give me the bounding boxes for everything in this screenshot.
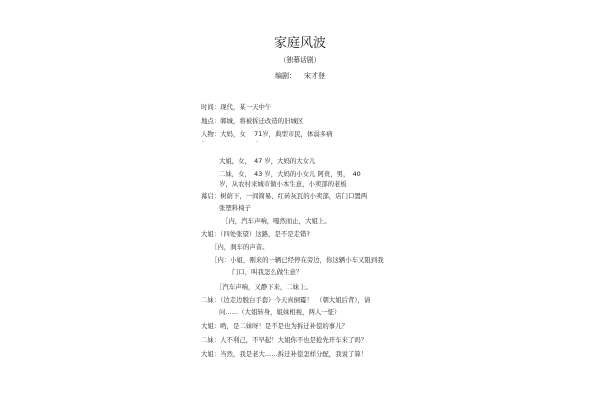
- page-title: 家庭风波: [273, 36, 326, 51]
- dialogue-line: 二妹：人不利己，不早起！大姐你不也是抢先开车来了吗？: [201, 336, 368, 344]
- stage-direction: ［汽车声响，又静下来，二妹上。: [216, 283, 312, 291]
- dot-mark: ·: [202, 139, 204, 146]
- scene-line: 幕启：树荫下，一间简易、红砖灰瓦的小卖部，店门口置两: [201, 192, 368, 200]
- character-line: 岁，从农村来城市做小本生意，小卖部的老板: [219, 180, 347, 188]
- dot-mark: ·: [256, 139, 258, 146]
- character-line: 二妹，女， 43 岁，大妈的小女儿 阿贵，男， 40: [219, 170, 361, 178]
- author-label: 编剧：: [275, 72, 296, 80]
- characters-line: 人物：大妈，女 71岁，典型市民，体弱多病: [201, 130, 333, 138]
- dialogue-line: 问……（大姐转身，姐妹相视，两人一怔）: [219, 308, 341, 316]
- character-line: 大姐，女， 47 岁，大妈的大女儿: [219, 157, 316, 165]
- stage-direction: 门口，叫我怎么做生意？: [232, 268, 303, 276]
- stage-direction: ［内：小姐，刚来的一辆已经停在旁边，你这辆小车又阻到我: [211, 256, 384, 264]
- dialogue-line: 大姐：（四处张望）这路，是不是走错?: [201, 230, 310, 238]
- scene-line: 张塑料椅子: [219, 204, 251, 212]
- author-line: [0, 72, 600, 80]
- stage-direction: ［内，汽车声响，嘎然而止，大姐上。: [222, 217, 331, 225]
- place-line: 地点：郸城，将被拆迁改造的旧城区: [201, 117, 304, 125]
- subtitle: （独幕话剧）: [279, 56, 321, 64]
- time-line: 时间：现代，某一天中午: [201, 103, 272, 111]
- dialogue-line: 二妹：（边走边脱白手套）今天真倒霉！ （朝大姐后背），请: [201, 296, 371, 304]
- author-name: 宋才登: [304, 72, 325, 80]
- stage-direction: ［内，刹车的声音。: [211, 243, 269, 251]
- dialogue-line: 大姐：哟，是二妹呀！是不是也为拆迁补偿的事儿？: [201, 322, 348, 330]
- dialogue-line: 大姐：当然，我是老大……拆迁补偿怎样分配，我说了算！: [201, 350, 368, 358]
